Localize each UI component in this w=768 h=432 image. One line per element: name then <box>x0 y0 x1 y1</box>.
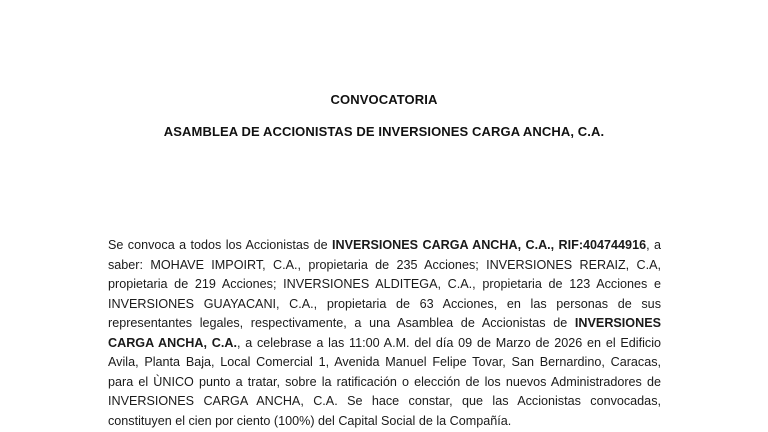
company-name-rif: INVERSIONES CARGA ANCHA, C.A., RIF:404744916 <box>332 238 647 252</box>
company-name: INVERSIONES CARGA ANCHA, C.A. <box>108 316 661 350</box>
document-subtitle: ASAMBLEA DE ACCIONISTAS DE INVERSIONES CARGA ANCHA, C.A. <box>163 124 605 139</box>
paragraph-text-2: , a saber: MOHAVE IMPOIRT, C.A., propietaria de 235 Acciones; INVERSIONES RERAIZ, C.A, propietaria de 219 Acciones; INVERSIONES ALDITEGA, C.A., propietaria de 123 Acciones e INVERSIONES GUAYACANI, C.A., propietaria de 63 Acciones, en las personas de sus representantes legales, respectivamente, a una Asamblea de Accionistas de <box>108 238 661 330</box>
document-title: CONVOCATORIA <box>330 92 438 107</box>
convocation-paragraph <box>108 236 661 431</box>
paragraph-text-1: Se convoca a todos los Accionistas de <box>108 238 332 252</box>
paragraph-text-3: , a celebrase a las 11:00 A.M. del día 09 de Marzo de 2026 en el Edificio Avila, Planta Baja, Local Comercial 1, Avenida Manuel Felipe Tovar, San Bernardino, Caracas, para el ÙNICO punto a tratar, sobre la ratificación o elección de los nuevos Administradores de INVERSIONES CARGA ANCHA, C.A. Se hace constar, que las Accionistas convocadas, constituyen el cien por ciento (100%) del Capital Social de la Compañía. <box>108 335 662 428</box>
